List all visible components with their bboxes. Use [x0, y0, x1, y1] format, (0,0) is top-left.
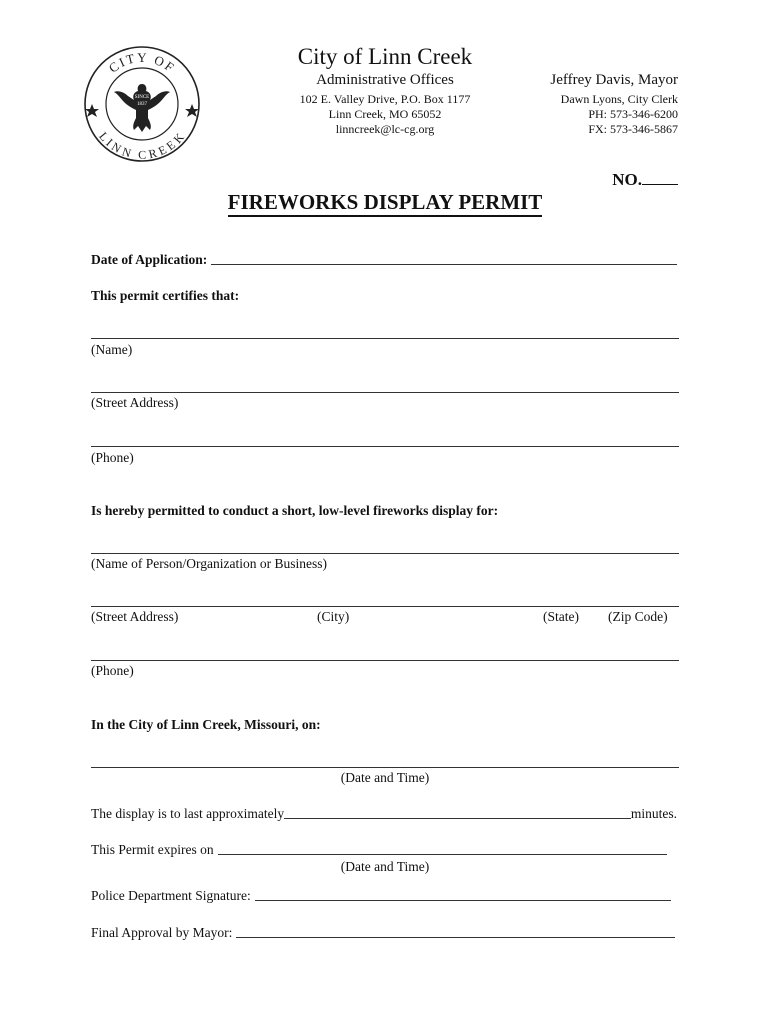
- eagle-icon: [114, 84, 170, 132]
- display-phone-caption: (Phone): [91, 663, 134, 678]
- admin-email: linncreek@lc-cg.org: [335, 122, 435, 136]
- police-signature-field[interactable]: [255, 899, 671, 901]
- display-datetime-caption: (Date and Time): [340, 770, 430, 785]
- name-caption: (Name): [91, 342, 133, 357]
- street-address-field[interactable]: [91, 392, 679, 393]
- duration-label: The display is to last approximately: [91, 806, 285, 821]
- expires-row: [91, 842, 669, 858]
- street-address-caption: (Street Address): [91, 395, 179, 410]
- organization-field[interactable]: [91, 553, 679, 554]
- police-signature-row: [91, 888, 673, 904]
- seal-year-text: 1837: [137, 102, 147, 107]
- mayor-approval-label: Final Approval by Mayor:: [91, 925, 233, 940]
- phone-number: PH: 573-346-6200: [588, 107, 678, 121]
- city-seal: [82, 44, 202, 164]
- seal-ring-text-top: CITY OF: [105, 49, 179, 76]
- clerk-contact-block: [470, 92, 678, 137]
- admin-offices-title: Administrative Offices: [316, 72, 454, 88]
- display-zip-caption: (Zip Code): [608, 609, 668, 624]
- form-title-text: FIREWORKS DISPLAY PERMIT: [228, 190, 543, 217]
- form-title: [0, 190, 770, 215]
- display-street-caption: (Street Address): [91, 609, 179, 624]
- mayor-approval-field[interactable]: [236, 936, 675, 938]
- permit-number-label: NO.: [612, 170, 642, 189]
- mayor-name: Jeffrey Davis, Mayor: [550, 72, 678, 88]
- star-icon: [85, 104, 99, 117]
- display-datetime-field[interactable]: [91, 767, 679, 768]
- duration-unit: minutes.: [630, 806, 677, 821]
- display-state-caption: (State): [543, 609, 579, 624]
- seal-since-text: SINCE: [134, 95, 150, 100]
- permit-number-field[interactable]: [642, 170, 678, 185]
- date-of-application-field[interactable]: [211, 263, 677, 265]
- location-label: In the City of Linn Creek, Missouri, on:: [91, 717, 321, 732]
- display-address-field[interactable]: [91, 606, 679, 607]
- duration-row: [91, 806, 677, 822]
- name-field[interactable]: [91, 338, 679, 339]
- mayor-approval-row: [91, 925, 677, 941]
- display-phone-field[interactable]: [91, 660, 679, 661]
- permitted-label: Is hereby permitted to conduct a short, low-level fireworks display for:: [91, 503, 499, 518]
- permit-number: [560, 170, 678, 190]
- svg-text:LINN CREEK: [96, 129, 188, 162]
- expires-field[interactable]: [218, 853, 667, 855]
- display-city-caption: (City): [317, 609, 350, 624]
- fax-number: FX: 573-346-5867: [588, 122, 678, 136]
- certifies-label: This permit certifies that:: [91, 288, 240, 303]
- star-icon: [185, 104, 199, 117]
- clerk-name: Dawn Lyons, City Clerk: [560, 92, 678, 106]
- seal-ring-text-bottom: LINN CREEK: [96, 129, 188, 162]
- police-signature-label: Police Department Signature:: [91, 888, 251, 903]
- date-of-application-row: [91, 252, 679, 268]
- expires-caption: (Date and Time): [340, 859, 430, 874]
- date-of-application-label: Date of Application:: [91, 252, 208, 267]
- duration-field[interactable]: [284, 817, 631, 819]
- admin-address: 102 E. Valley Drive, P.O. Box 1177: [299, 92, 471, 106]
- organization-caption: (Name of Person/Organization or Business): [91, 556, 327, 571]
- admin-city: Linn Creek, MO 65052: [328, 107, 442, 121]
- expires-label: This Permit expires on: [91, 842, 214, 857]
- city-title: City of Linn Creek: [297, 44, 473, 69]
- phone-field[interactable]: [91, 446, 679, 447]
- phone-caption: (Phone): [91, 450, 134, 465]
